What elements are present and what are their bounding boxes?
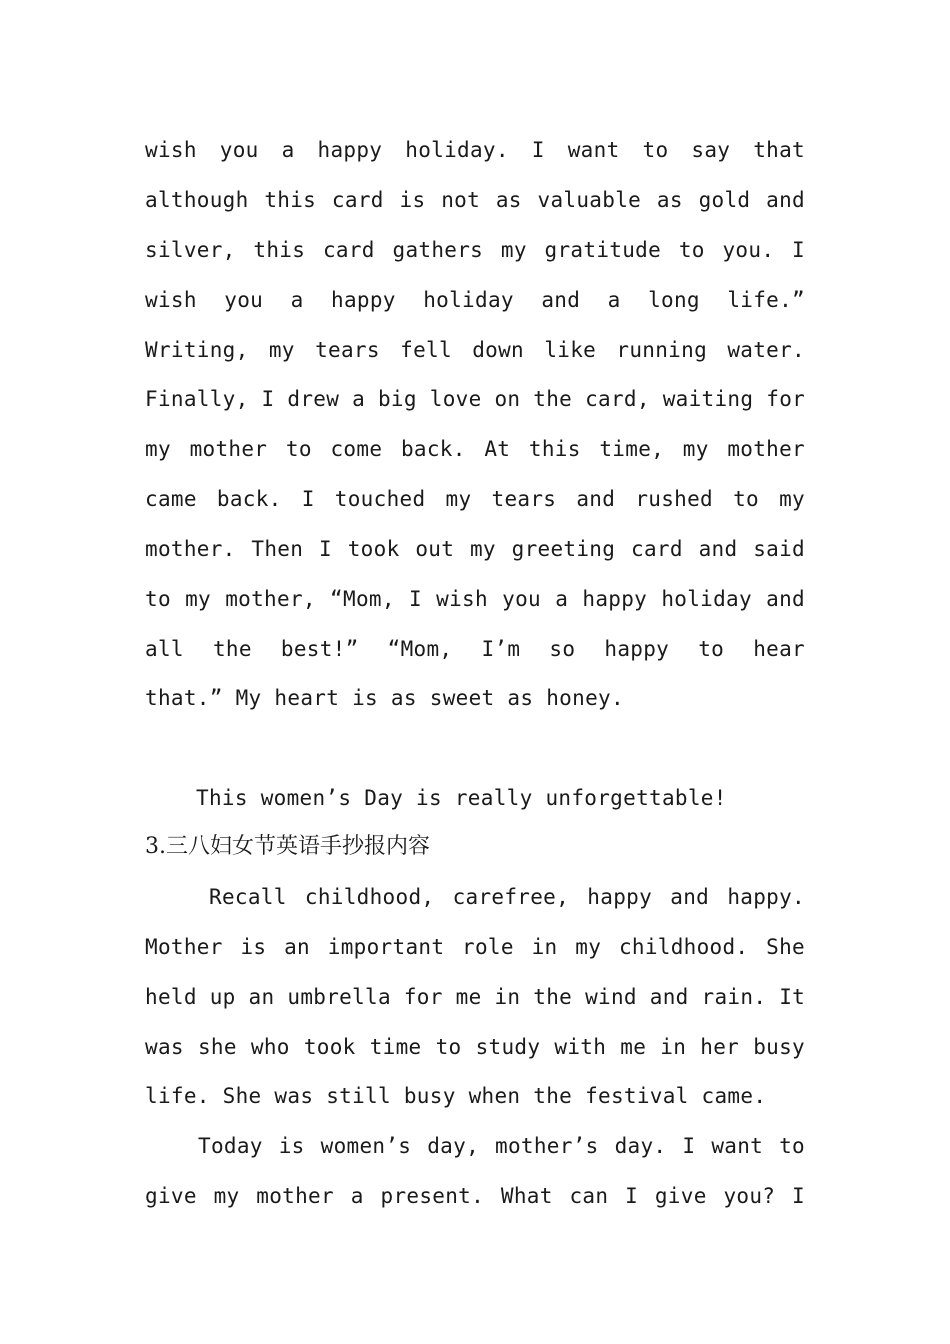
paragraph-3-line-1: Recall childhood, carefree, happy and happy.: [209, 885, 805, 909]
paragraph-1-line-12: that.” My heart is as sweet as honey.: [145, 686, 624, 710]
section-heading: 3.三八妇女节英语手抄报内容: [145, 834, 430, 859]
paragraph-1-line-3: silver, this card gathers my gratitude to you. I: [145, 238, 805, 262]
paragraph-1-line-11: all the best!” “Mom, I’m so happy to hear: [145, 637, 805, 661]
paragraph-3-line-2: Mother is an important role in my childhood. She: [145, 935, 805, 959]
paragraph-1-line-6: Finally, I drew a big love on the card, waiting for: [145, 387, 806, 411]
paragraph-4-line-1: Today is women’s day, mother’s day. I want to: [198, 1134, 805, 1158]
paragraph-1-line-5: Writing, my tears fell down like running water.: [145, 338, 805, 362]
paragraph-1-line-8: came back. I touched my tears and rushed to my: [145, 487, 805, 511]
paragraph-2-line-1: This women’s Day is really unforgettable!: [196, 786, 727, 810]
paragraph-1-line-2: although this card is not as valuable as gold and: [145, 188, 805, 212]
paragraph-1-line-4: wish you a happy holiday and a long life.”: [145, 288, 805, 312]
paragraph-1-line-10: to my mother, “Mom, I wish you a happy holiday and: [145, 587, 805, 611]
paragraph-4-line-2: give my mother a present. What can I give you? I: [145, 1184, 805, 1208]
paragraph-3-line-3: held up an umbrella for me in the wind and rain. It: [145, 985, 806, 1009]
paragraph-3-line-4: was she who took time to study with me in her busy: [145, 1035, 805, 1059]
paragraph-1-line-9: mother. Then I took out my greeting card and said: [145, 537, 805, 561]
paragraph-1-line-1: wish you a happy holiday. I want to say that: [145, 138, 805, 162]
paragraph-1-line-7: my mother to come back. At this time, my mother: [145, 437, 805, 461]
paragraph-3-line-5: life. She was still busy when the festival came.: [145, 1084, 767, 1108]
